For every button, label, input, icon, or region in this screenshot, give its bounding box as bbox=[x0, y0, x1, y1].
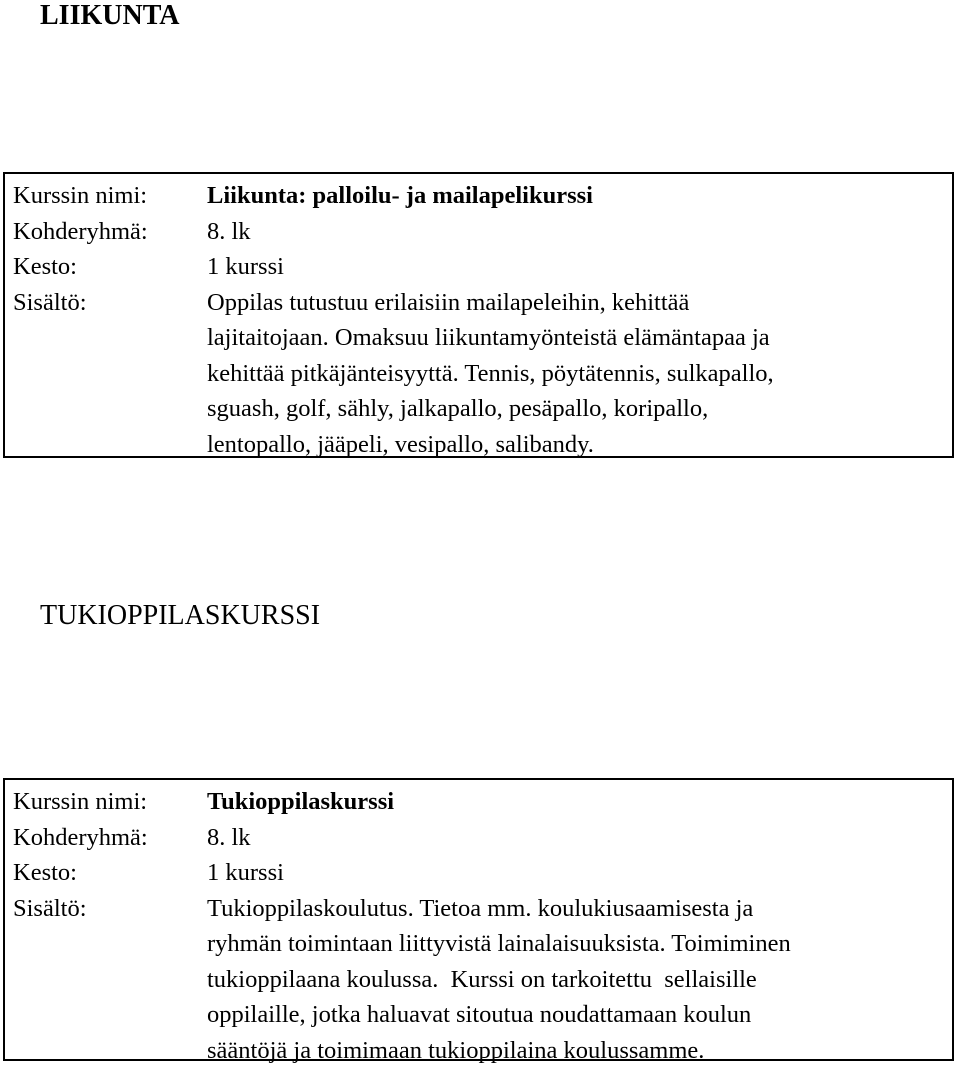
course-name-value: Tukioppilaskurssi bbox=[207, 784, 952, 820]
duration-row bbox=[13, 855, 952, 891]
duration-row bbox=[13, 249, 952, 285]
course-name-label: Kurssin nimi: bbox=[13, 178, 207, 214]
content-line: lentopallo, jääpeli, vesipallo, salibandy. bbox=[207, 427, 942, 463]
target-group-label: Kohderyhmä: bbox=[13, 214, 207, 250]
target-group-value: 8. lk bbox=[207, 820, 952, 856]
course-name-value: Liikunta: palloilu- ja mailapelikurssi bbox=[207, 178, 952, 214]
content-line: kehittää pitkäjänteisyyttä. Tennis, pöytätennis, sulkapallo, bbox=[207, 356, 942, 392]
content-line: tukioppilaana koulussa. Kurssi on tarkoitettu sellaisille bbox=[207, 962, 942, 998]
content-text bbox=[207, 285, 952, 463]
section-heading-liikunta: LIIKUNTA bbox=[40, 2, 180, 30]
content-row bbox=[13, 891, 952, 1068]
course-name-label: Kurssin nimi: bbox=[13, 784, 207, 820]
content-line: sääntöjä ja toimimaan tukioppilaina koulussamme. bbox=[207, 1033, 942, 1068]
course-name-row bbox=[13, 178, 952, 214]
content-row bbox=[13, 285, 952, 463]
content-line: Oppilas tutustuu erilaisiin mailapeleihin, kehittää bbox=[207, 285, 942, 321]
content-line: Tukioppilaskoulutus. Tietoa mm. koulukiusaamisesta ja bbox=[207, 891, 942, 927]
course-box-tukioppilaskurssi bbox=[3, 778, 954, 1061]
target-group-row bbox=[13, 214, 952, 250]
content-line: ryhmän toimintaan liittyvistä lainalaisuuksista. Toimiminen bbox=[207, 926, 942, 962]
target-group-value: 8. lk bbox=[207, 214, 952, 250]
duration-label: Kesto: bbox=[13, 249, 207, 285]
course-name-row bbox=[13, 784, 952, 820]
course-box-liikunta bbox=[3, 172, 954, 458]
duration-value: 1 kurssi bbox=[207, 855, 952, 891]
content-text bbox=[207, 891, 952, 1068]
content-label: Sisältö: bbox=[13, 891, 207, 1068]
content-line: oppilaille, jotka haluavat sitoutua noudattamaan koulun bbox=[207, 997, 942, 1033]
content-line: sguash, golf, sähly, jalkapallo, pesäpallo, koripallo, bbox=[207, 391, 942, 427]
duration-label: Kesto: bbox=[13, 855, 207, 891]
target-group-row bbox=[13, 820, 952, 856]
target-group-label: Kohderyhmä: bbox=[13, 820, 207, 856]
section-heading-tukioppilaskurssi: TUKIOPPILASKURSSI bbox=[40, 602, 320, 630]
duration-value: 1 kurssi bbox=[207, 249, 952, 285]
content-line: lajitaitojaan. Omaksuu liikuntamyönteistä elämäntapaa ja bbox=[207, 320, 942, 356]
content-label: Sisältö: bbox=[13, 285, 207, 463]
